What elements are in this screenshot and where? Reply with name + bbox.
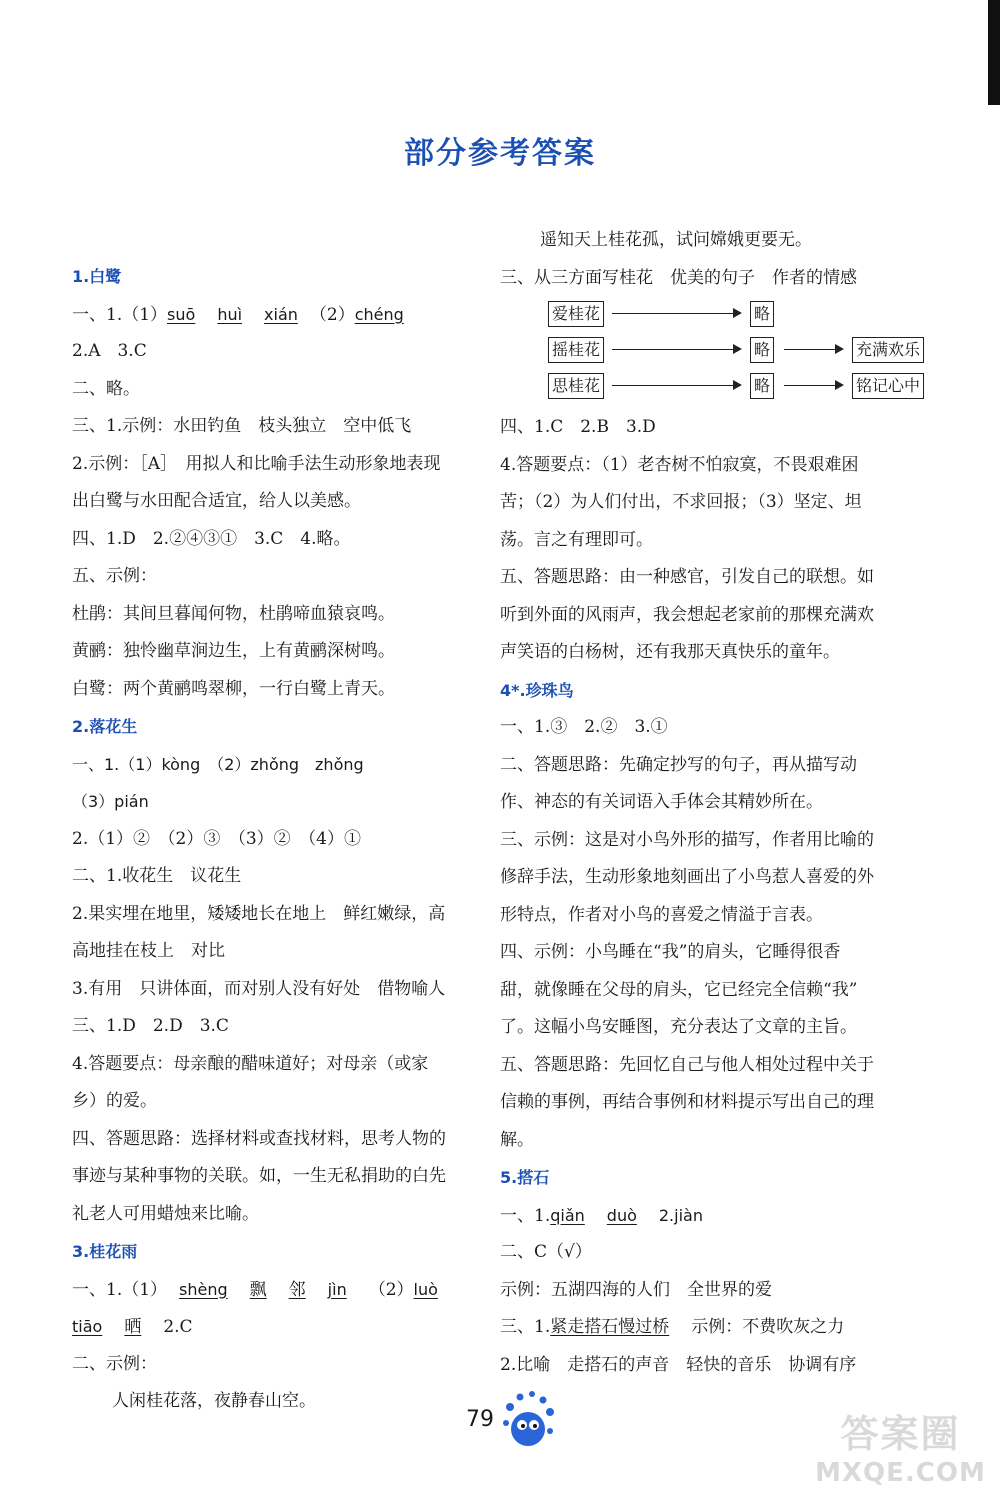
diagram-box: 略 (750, 337, 774, 363)
answer-text: （2） (368, 1279, 414, 1300)
watermark (808, 1410, 993, 1488)
right-column (500, 222, 921, 1384)
answer-line: 五、答题思路：由一种感官，引发自己的联想。如 (500, 567, 874, 587)
answer-line: 高地挂在枝上 对比 (72, 941, 225, 961)
answer-line: 事迹与某种事物的关联。如，一生无私捐助的白先 (72, 1166, 446, 1186)
answer-line: 二、答题思路：先确定抄写的句子，再从描写动 (500, 754, 857, 775)
underlined-answer: 紧走搭石慢过桥 (550, 1317, 670, 1337)
answer-line: 二、略。 (72, 378, 140, 399)
pinyin-answer: jìn (327, 1279, 347, 1299)
answer-line (500, 1197, 905, 1235)
pinyin-answer: huì (217, 304, 243, 324)
answer-line: 黄鹂：独怜幽草涧边生，上有黄鹂深树鸣。 (72, 641, 395, 661)
pinyin-answer: duò (606, 1205, 637, 1225)
pinyin-answer: tiāo (72, 1317, 103, 1336)
section-heading-4: 4*.珍珠鸟 (500, 680, 574, 700)
diagram-box: 思桂花 (548, 373, 604, 399)
section-heading-1: 1.白鹭 (72, 267, 122, 286)
answer-line: 2.果实埋在地里，矮矮地长在地上 鲜红嫩绿，高 (72, 903, 446, 924)
answer-line: 三、1.D 2.D 3.C (72, 1016, 229, 1036)
arrow-right-icon (612, 385, 740, 386)
pinyin-answer: chéng (354, 304, 404, 324)
watermark-logo-text: 答案圈 (840, 1412, 961, 1456)
diagram-box: 充满欢乐 (852, 337, 924, 363)
answer-text: 一、1. (500, 1205, 551, 1226)
answer-text: 一、1.（1） (72, 304, 168, 325)
poem-line: 遥知天上桂花孤，试问嫦娥更要无。 (540, 230, 812, 250)
answer-line: 三、1.示例：水田钓鱼 枝头独立 空中低飞 (72, 416, 412, 436)
section-heading-3: 3.桂花雨 (72, 1242, 138, 1261)
answer-line: 礼老人可用蜡烛来比喻。 (72, 1203, 259, 1224)
answer-line: 信赖的事例，再结合事例和材料提示写出自己的理 (500, 1092, 874, 1112)
answer-line: 声笑语的白杨树，还有我那天真快乐的童年。 (500, 642, 840, 662)
character-answer: 飘 (249, 1279, 267, 1300)
answer-line: 一、1.（1）kòng （2）zhǒng zhǒng (72, 754, 364, 774)
answer-line: 2.示例：［A］ 用拟人和比喻手法生动形象地表现 (72, 453, 441, 474)
pinyin-answer: xián (264, 304, 298, 324)
pinyin-answer: luò (413, 1279, 438, 1299)
answer-line: 一、1.③ 2.② 3.① (500, 717, 668, 737)
page-edge-mark (988, 0, 1000, 105)
answer-text: 示例：不费吹灰之力 (691, 1317, 845, 1337)
character-answer: 邻 (288, 1279, 306, 1300)
answer-line: 苦；（2）为人们付出，不求回报；（3）坚定、坦 (500, 492, 862, 512)
pinyin-answer: qiǎn (550, 1205, 585, 1225)
answer-line (500, 1309, 905, 1347)
droplet-mascot-icon (498, 1385, 558, 1455)
arrow-right-icon (784, 349, 842, 350)
page-title: 部分参考答案 (404, 136, 596, 171)
answer-line: 四、1.D 2.②④③① 3.C 4.略。 (72, 528, 351, 549)
arrow-right-icon (784, 385, 842, 386)
answer-line: 五、答题思路：先回忆自己与他人相处过程中关于 (500, 1054, 874, 1075)
answer-line: 二、C（√） (500, 1242, 592, 1262)
answer-line: 三、从三方面写桂花 优美的句子 作者的情感 (500, 267, 857, 288)
answer-line: 四、答题思路：选择材料或查找材料，思考人物的 (72, 1128, 446, 1149)
answer-line (72, 296, 472, 334)
diagram-box: 略 (750, 301, 774, 327)
answer-line: 示例：五湖四海的人们 全世界的爱 (500, 1279, 772, 1300)
answer-text: （2） (309, 304, 355, 325)
answer-line: 三、示例：这是对小鸟外形的描写，作者用比喻的 (500, 829, 874, 850)
answer-line: 四、1.C 2.B 3.D (500, 417, 656, 437)
arrow-right-icon (612, 313, 740, 314)
answer-line: 2.（1）② （2）③ （3）② （4）① (72, 828, 361, 849)
answer-line: 乡）的爱。 (72, 1091, 157, 1111)
answer-line (72, 1308, 472, 1346)
section-heading-5: 5.搭石 (500, 1168, 550, 1187)
answer-line: 4.答题要点：母亲酿的醋味道好；对母亲（或家 (72, 1053, 429, 1074)
arrow-right-icon (612, 349, 740, 350)
answer-line: 五、示例： (72, 566, 157, 586)
answer-line: 2.A 3.C (72, 341, 147, 361)
section-heading-2: 2.落花生 (72, 717, 138, 736)
page-number: 79 (466, 1407, 494, 1432)
pinyin-answer: shèng (179, 1279, 228, 1299)
answer-text: 三、1. (500, 1317, 551, 1337)
answer-line: 白鹭：两个黄鹂鸣翠柳，一行白鹭上青天。 (72, 678, 395, 699)
watermark-url: MXQE.COM (815, 1458, 986, 1488)
answer-line: 形特点，作者对小鸟的喜爱之情溢于言表。 (500, 904, 823, 925)
answer-line: 2.比喻 走搭石的声音 轻快的音乐 协调有序 (500, 1354, 857, 1375)
answer-line: 3.有用 只讲体面，而对别人没有好处 借物喻人 (72, 978, 446, 999)
answer-line: 二、示例： (72, 1353, 157, 1374)
answer-text: 2.C (163, 1317, 193, 1337)
answer-line: 了。这幅小鸟安睡图，充分表达了文章的主旨。 (500, 1017, 857, 1037)
diagram-box: 铭记心中 (852, 373, 924, 399)
answer-line: 作、神态的有关词语入手体会其精妙所在。 (500, 792, 823, 812)
character-answer: 晒 (124, 1317, 142, 1337)
osmanthus-diagram (500, 297, 921, 409)
answer-line: （3）pián (72, 792, 149, 811)
answer-line: 听到外面的风雨声，我会想起老家前的那棵充满欢 (500, 604, 874, 625)
answer-text: 一、1.（1） (72, 1279, 168, 1300)
left-column (72, 222, 472, 1421)
pinyin-answer: suō (167, 304, 196, 324)
answer-line: 4.答题要点：（1）老杏树不怕寂寞，不畏艰难困 (500, 454, 859, 475)
answer-line: 二、1.收花生 议花生 (72, 866, 242, 886)
answer-line: 杜鹃：其间旦暮闻何物，杜鹃啼血猿哀鸣。 (72, 603, 395, 624)
diagram-box: 略 (750, 373, 774, 399)
answer-line: 四、示例：小鸟睡在“我”的肩头，它睡得很香 (500, 942, 841, 962)
answer-text: 2.jiàn (658, 1205, 703, 1225)
spacer (72, 222, 472, 258)
poem-line: 人闲桂花落，夜静春山空。 (112, 1391, 316, 1411)
answer-line: 解。 (500, 1129, 534, 1150)
answer-line: 甜，就像睡在父母的肩头，它已经完全信赖“我” (500, 979, 858, 1000)
answer-line: 荡。言之有理即可。 (500, 529, 653, 550)
answer-line: 出白鹭与水田配合适宜，给人以美感。 (72, 491, 361, 511)
answer-line: 修辞手法，生动形象地刻画出了小鸟惹人喜爱的外 (500, 867, 874, 887)
diagram-box: 爱桂花 (548, 301, 604, 327)
diagram-box: 摇桂花 (548, 337, 604, 363)
answer-line (72, 1271, 472, 1309)
